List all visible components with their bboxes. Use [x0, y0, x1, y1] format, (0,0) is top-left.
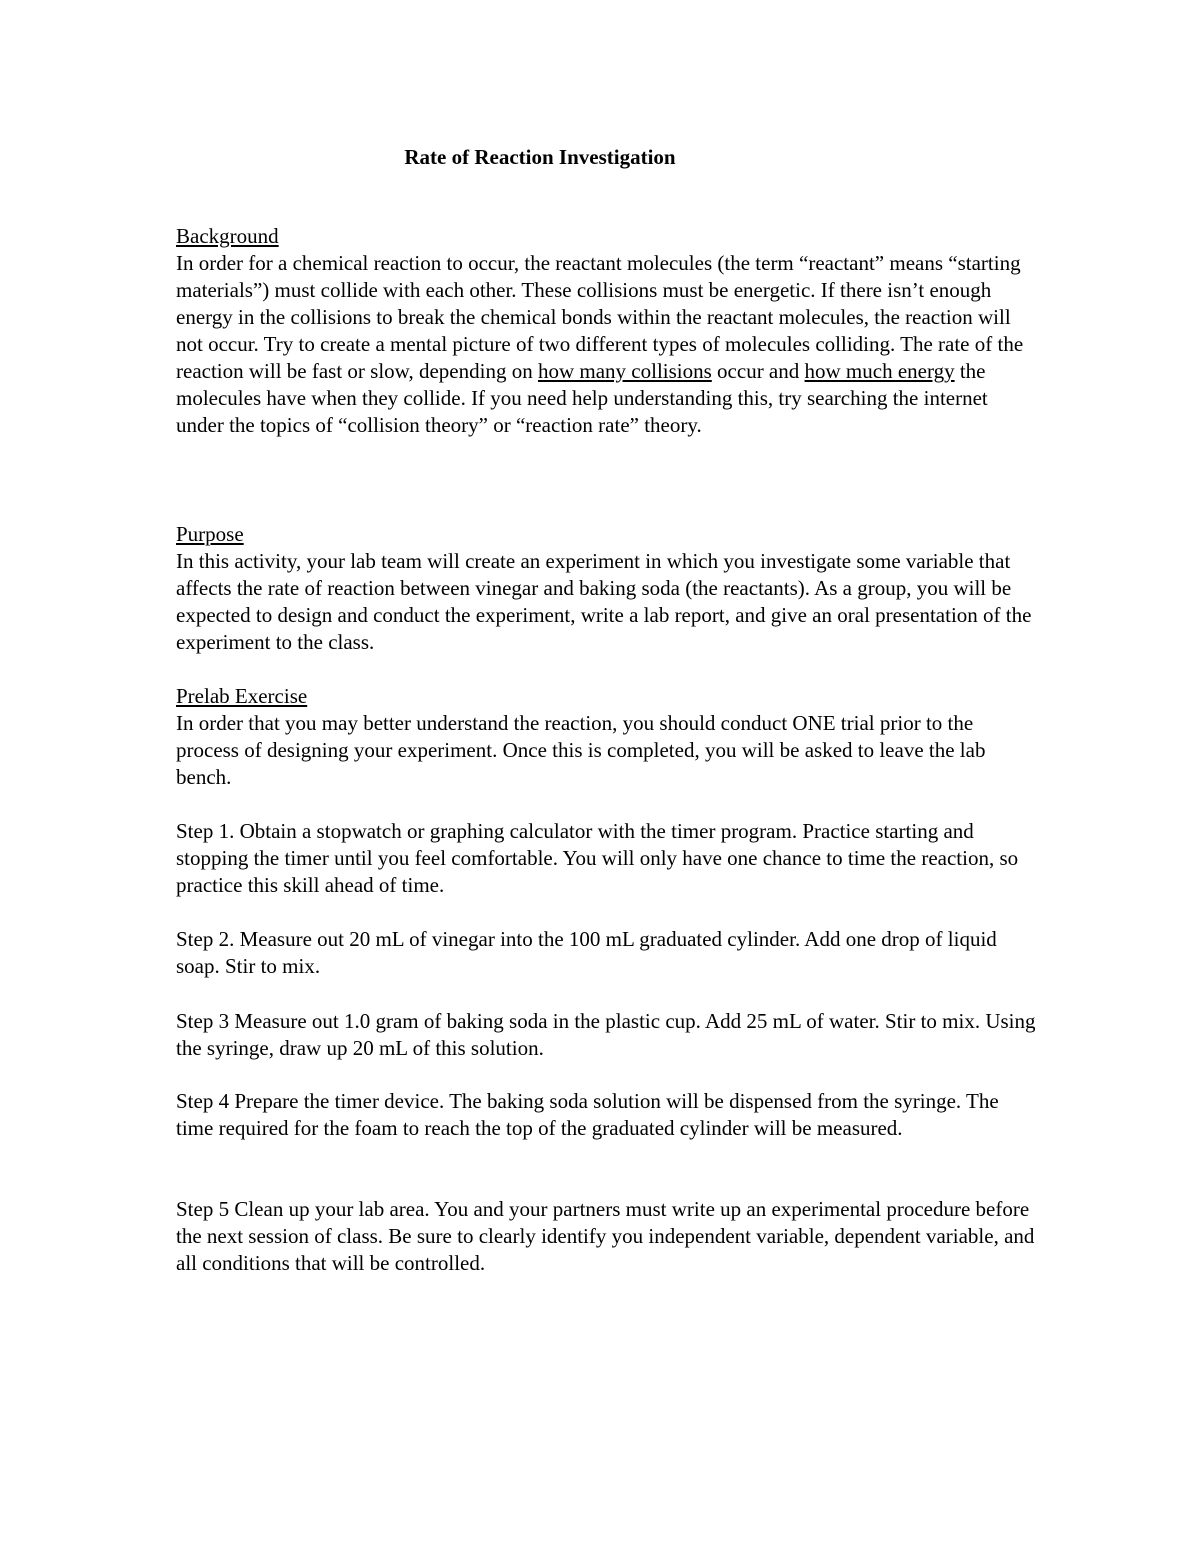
- background-paragraph: [176, 250, 1036, 439]
- purpose-heading: Purpose: [176, 522, 244, 546]
- step-2-text: Step 2. Measure out 20 mL of vinegar into the 100 mL graduated cylinder. Add one drop of liquid soap. Stir to mix.: [176, 927, 997, 978]
- step-1-text: Step 1. Obtain a stopwatch or graphing calculator with the timer program. Practice starting and stopping the timer until you feel comfortable. You will only have one chance to time the reaction, so practice this skill ahead of time.: [176, 819, 1019, 897]
- background-heading: Background: [176, 224, 279, 248]
- step-5: [176, 1196, 1036, 1277]
- document-title: Rate of Reaction Investigation: [404, 145, 676, 169]
- step-2: [176, 926, 1036, 980]
- prelab-heading: Prelab Exercise: [176, 684, 308, 708]
- purpose-section: [176, 521, 1036, 656]
- background-text-2: occur and: [711, 359, 805, 383]
- step-1: [176, 818, 1036, 899]
- background-underline-collisions: how many collisions: [537, 359, 712, 383]
- purpose-paragraph: In this activity, your lab team will create an experiment in which you investigate some variable that affects the rate of reaction between vinegar and baking soda (the reactants). As a group, you will be expected to design and conduct the experiment, write a lab report, and give an oral presentation of the experiment to the class.: [176, 549, 1032, 654]
- prelab-section: [176, 683, 1036, 791]
- background-underline-energy: how much energy: [804, 359, 955, 383]
- step-5-text: Step 5 Clean up your lab area. You and your partners must write up an experimental procedure before the next session of class. Be sure to clearly identify you independent variable, dependent variable, and all conditions that will be controlled.: [176, 1197, 1035, 1275]
- prelab-paragraph: In order that you may better understand the reaction, you should conduct ONE trial prior to the process of designing your experiment. Once this is completed, you will be asked to leave the lab bench.: [176, 711, 986, 789]
- step-4: [176, 1088, 1036, 1142]
- step-4-text: Step 4 Prepare the timer device. The baking soda solution will be dispensed from the syringe. The time required for the foam to reach the top of the graduated cylinder will be measured.: [176, 1089, 999, 1140]
- background-text-1: In order for a chemical reaction to occur, the reactant molecules (the term “reactant” means “starting materials”) must collide with each other. These collisions must be energetic. If there isn’t enough energy in the collisions to break the chemical bonds within the reactant molecules, the reaction will not occur. Try to create a mental picture of two different types of molecules colliding. The rate of the reaction will be fast or slow, depending on: [176, 251, 1024, 383]
- background-section: [176, 223, 1036, 439]
- step-3: [176, 1008, 1036, 1062]
- background-text-3: the molecules have when they collide. If you need help understanding this, try searching the internet under the topics of “collision theory” or “reaction rate” theory.: [176, 359, 988, 437]
- step-3-text: Step 3 Measure out 1.0 gram of baking soda in the plastic cup. Add 25 mL of water. Stir to mix. Using the syringe, draw up 20 mL of this solution.: [176, 1009, 1036, 1060]
